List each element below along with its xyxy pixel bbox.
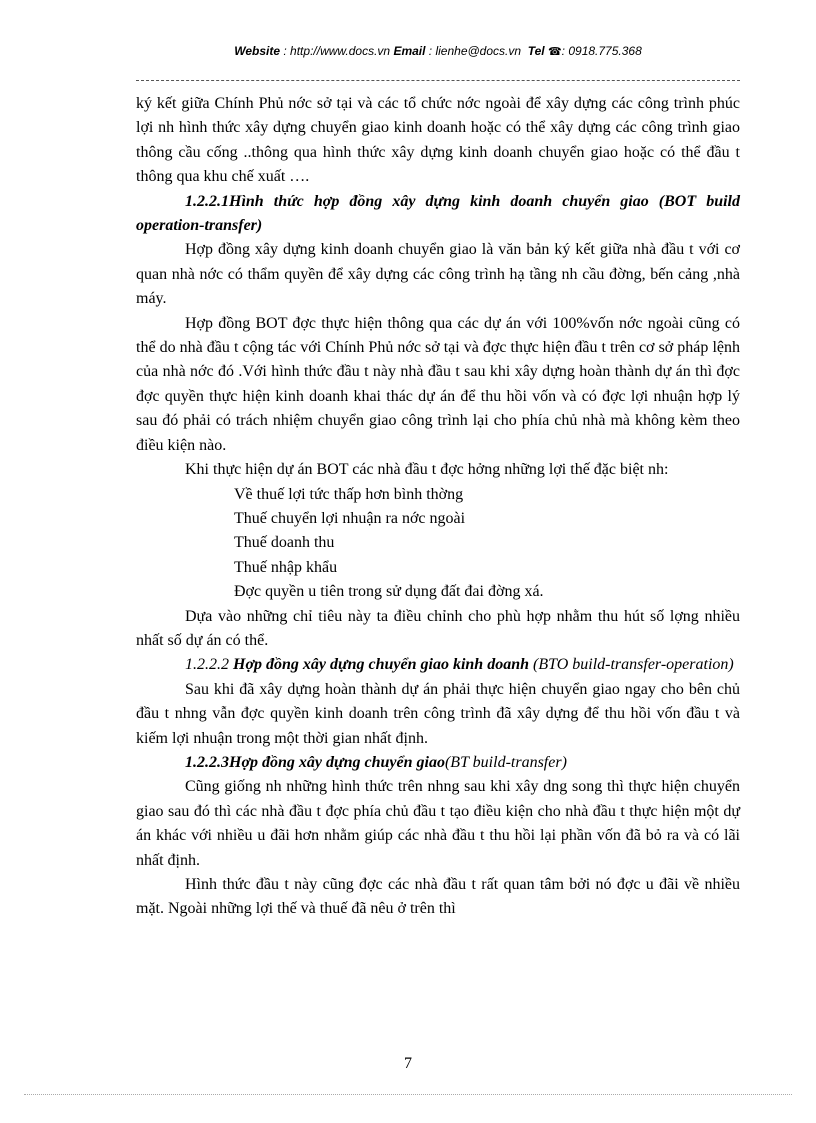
document-body — [136, 92, 740, 922]
tel-separator: : — [561, 44, 569, 58]
paragraph: Hình thức đầu t này cũng đợc các nhà đầu t rất quan tâm bởi nó đợc u đãi về nhiều mặt. Ngoài những lợi thế và thuế đã nêu ở trên thì — [136, 876, 740, 918]
page-number: 7 — [404, 1055, 412, 1072]
list-item: Về thuế lợi tức thấp hơn bình thờng — [234, 485, 464, 503]
website-url[interactable]: http://www.docs.vn — [290, 44, 391, 58]
paragraph: ký kết giữa Chính Phủ nớc sở tại và các tổ chức nớc ngoài để xây dựng các công trình phúc lợi nh hình thức xây dựng chuyển giao kinh doanh hoặc có thể xây dựng các công trình giao thông cầu cống ..thông qua hình thức xây dựng kinh doanh chuyển giao hoặc có thể đầu t thông qua khu chế xuất …. — [136, 95, 740, 186]
heading-number: 1.2.2.2 — [185, 656, 233, 674]
heading-subtitle: (BTO build-transfer-operation) — [529, 656, 734, 674]
section-heading: 1.2.2.1Hình thức hợp đồng xây dựng kinh doanh chuyển giao (BOT build operation-transfer) — [136, 192, 740, 235]
paragraph: Hợp đồng BOT đợc thực hiện thông qua các dự án với 100%vốn nớc ngoài cũng có thể do nhà đầu t cộng tác với Chính Phủ nớc sở tại và đợc thực hiện đầu t trên cơ sở pháp lệnh của nhà nớc đó .Với hình thức đầu t này nhà đầu t sau khi xây dựng hoàn thành dự án thì đợc đợc quyền thực hiện kinh doanh khai thác dự án để thu hồi vốn và có đợc lợi nhuận hợp lý sau đó phải có trách nhiệm chuyển giao công trình lại cho phía chủ nhà mà không kèm theo điều kiện nào. — [136, 314, 740, 454]
tel-number: 0918.775.368 — [568, 44, 642, 58]
heading-title: 1.2.2.3Hợp đồng xây dựng chuyển giao — [185, 753, 445, 771]
section-heading — [136, 653, 740, 677]
heading-subtitle: (BT build-transfer) — [444, 753, 567, 771]
list-item: Đợc quyền u tiên trong sử dụng đất đai đờng xá. — [234, 583, 544, 601]
phone-icon: ☎ — [547, 46, 562, 58]
website-label: Website — [234, 44, 281, 58]
header-divider — [136, 80, 740, 81]
section-heading — [136, 751, 740, 775]
page-header — [136, 44, 740, 58]
list-item: Thuế nhập khẩu — [234, 558, 338, 576]
footer-divider — [24, 1094, 792, 1095]
paragraph: Cũng giống nh những hình thức trên nhng sau khi xây dng song thì thực hiện chuyển giao sau đó thì các nhà đầu t đợc phía chủ đầu t tạo điều kiện cho nhà đầu t thực hiện một dự án khác với nhiều u đãi hơn nhằm giúp các nhà đầu t thu hồi lại phần vốn đã bỏ ra và có lãi nhất định. — [136, 778, 740, 869]
list-item: Thuế doanh thu — [234, 534, 335, 552]
email-address[interactable]: lienhe@docs.vn — [435, 44, 522, 58]
paragraph: Sau khi đã xây dựng hoàn thành dự án phải thực hiện chuyển giao ngay cho bên chủ đầu t nhng vẫn đợc quyền kinh doanh trên công trình đã xây dựng để thu hồi vốn đầu t và kiếm lợi nhuận trong một thời gian nhất định. — [136, 680, 740, 747]
list-item: Thuế chuyển lợi nhuận ra nớc ngoài — [234, 509, 466, 527]
tel-label: Tel — [527, 44, 545, 58]
email-label: Email — [393, 44, 426, 58]
benefit-list — [136, 483, 740, 605]
heading-title: Hợp đồng xây dựng chuyển giao kinh doanh — [233, 656, 529, 674]
paragraph: Khi thực hiện dự án BOT các nhà đầu t đợc hởng những lợi thế đặc biệt nh: — [185, 461, 669, 479]
website-separator: : — [280, 44, 291, 58]
paragraph: Hợp đồng xây dựng kinh doanh chuyển giao là văn bản ký kết giữa nhà đầu t với cơ quan nhà nớc có thẩm quyền để xây dựng các công trình hạ tầng nh cầu đờng, bến cảng ,nhà máy. — [136, 241, 740, 308]
email-separator: : — [425, 44, 436, 58]
paragraph: Dựa vào những chỉ tiêu này ta điều chỉnh cho phù hợp nhằm thu hút số lợng nhiều nhất số dự án có thể. — [136, 607, 740, 649]
